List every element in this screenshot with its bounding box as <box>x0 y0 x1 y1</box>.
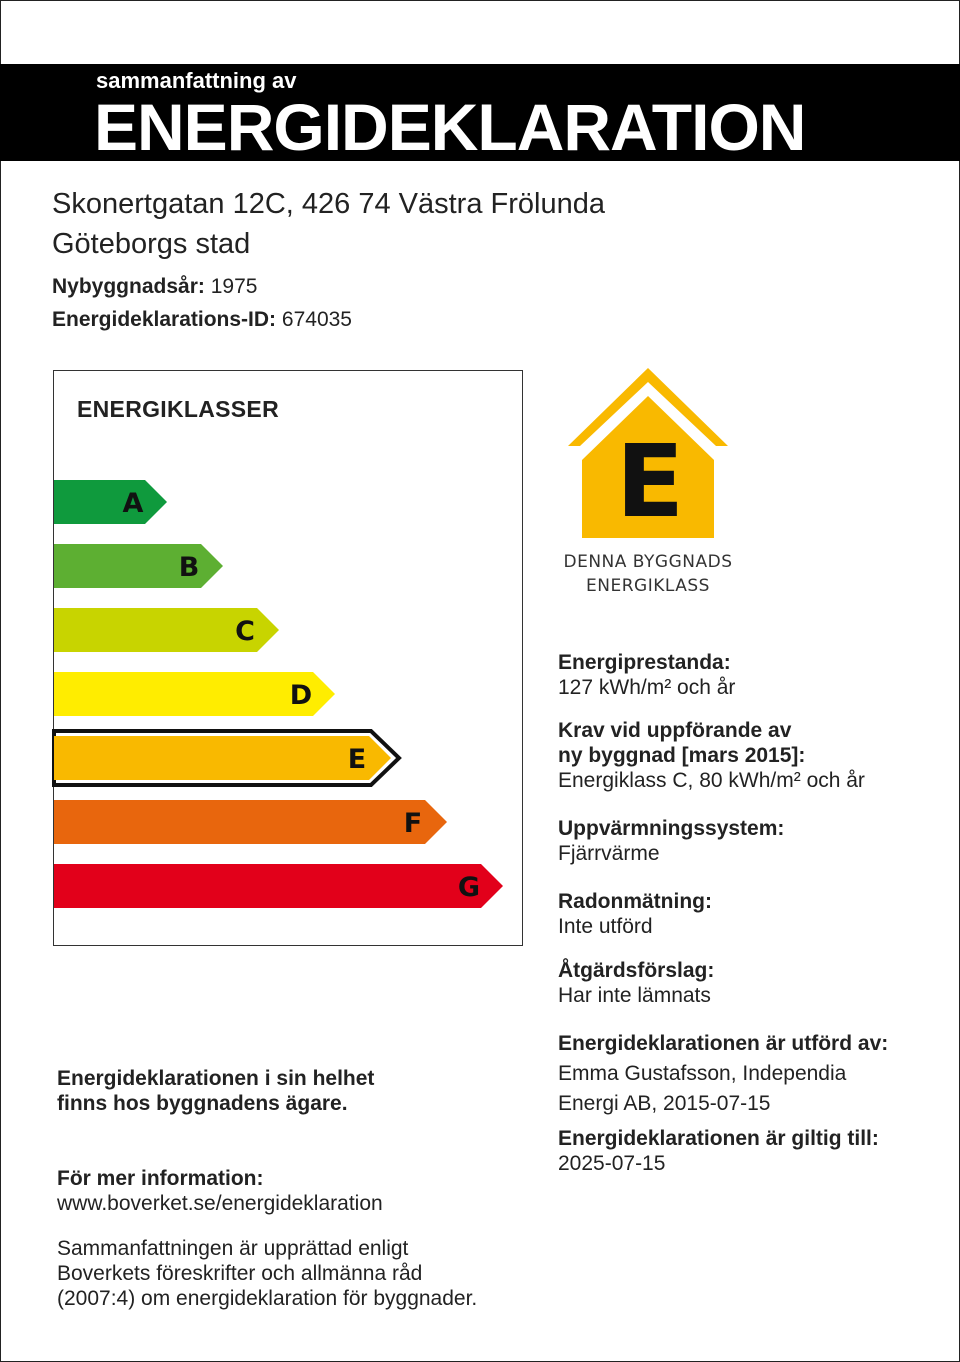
badge-caption-line1: DENNA BYGGNADS <box>563 552 733 572</box>
performance-label: Energiprestanda: <box>558 651 731 674</box>
build-year-label: Nybyggnadsår: <box>52 275 205 298</box>
valid-until-label: Energideklarationen är giltig till: <box>558 1127 879 1150</box>
class-bar-a <box>54 480 167 524</box>
measures-label: Åtgärdsförslag: <box>558 959 715 982</box>
radon-value: Inte utförd <box>558 915 653 938</box>
heating-block <box>558 816 784 866</box>
footer-note <box>57 1236 477 1311</box>
class-bar-g <box>54 864 503 908</box>
performed-by-label: Energideklarationen är utförd av: <box>558 1032 889 1055</box>
requirement-label-1: Krav vid uppförande av <box>558 719 792 742</box>
badge-letter: E <box>615 423 685 540</box>
valid-until-value: 2025-07-15 <box>558 1152 666 1175</box>
requirement-value: Energiklass C, 80 kWh/m² och år <box>558 769 865 792</box>
requirement-block <box>558 718 865 793</box>
more-info-label: För mer information: <box>57 1167 264 1190</box>
valid-until-block <box>558 1126 879 1176</box>
header-title: ENERGIDEKLARATION <box>94 90 806 164</box>
requirement-label-2: ny byggnad [mars 2015]: <box>558 744 806 767</box>
more-info-link[interactable]: www.boverket.se/energideklaration <box>57 1192 383 1215</box>
class-bar-f <box>54 800 447 844</box>
badge-caption-line2: ENERGIKLASS <box>586 576 710 596</box>
performance-block <box>558 650 735 700</box>
footer-line3: (2007:4) om energideklaration för byggnader. <box>57 1287 478 1310</box>
measures-value: Har inte lämnats <box>558 984 711 1007</box>
heating-label: Uppvärmningssystem: <box>558 817 785 840</box>
class-bar-e <box>54 736 391 780</box>
owner-note-line1: Energideklarationen i sin helhet <box>57 1067 375 1090</box>
house-icon <box>560 366 740 546</box>
more-info <box>57 1166 383 1216</box>
radon-block <box>558 889 712 939</box>
measures-block <box>558 958 714 1008</box>
class-label-g: G <box>457 872 481 903</box>
owner-note <box>57 1066 374 1116</box>
header-subtitle: sammanfattning av <box>96 68 297 93</box>
owner-note-line2: finns hos byggnadens ägare. <box>57 1092 348 1115</box>
performance-value: 127 kWh/m² och år <box>558 676 736 699</box>
declaration-id-value: 674035 <box>281 308 352 331</box>
class-label-c: C <box>235 616 255 647</box>
performed-by-line1: Emma Gustafsson, Independia <box>558 1062 847 1085</box>
address-line1: Skonertgatan 12C, 426 74 Västra Frölunda <box>52 188 605 220</box>
address-line2: Göteborgs stad <box>52 228 251 260</box>
declaration-id-label: Energideklarations-ID: <box>52 308 277 331</box>
class-label-e: E <box>347 744 367 775</box>
performed-by-line2: Energi AB, 2015-07-15 <box>558 1092 771 1115</box>
class-label-f: F <box>403 808 423 839</box>
performed-by-block <box>558 1029 888 1119</box>
build-year-value: 1975 <box>210 275 258 298</box>
class-label-b: B <box>178 552 200 583</box>
footer-line2: Boverkets föreskrifter och allmänna råd <box>57 1262 423 1285</box>
energy-class-title: ENERGIKLASSER <box>77 396 279 422</box>
badge-caption <box>556 550 740 598</box>
heating-value: Fjärrvärme <box>558 842 660 865</box>
class-label-d: D <box>289 680 313 711</box>
footer-line1: Sammanfattningen är upprättad enligt <box>57 1237 409 1260</box>
class-label-a: A <box>122 488 144 519</box>
radon-label: Radonmätning: <box>558 890 712 913</box>
